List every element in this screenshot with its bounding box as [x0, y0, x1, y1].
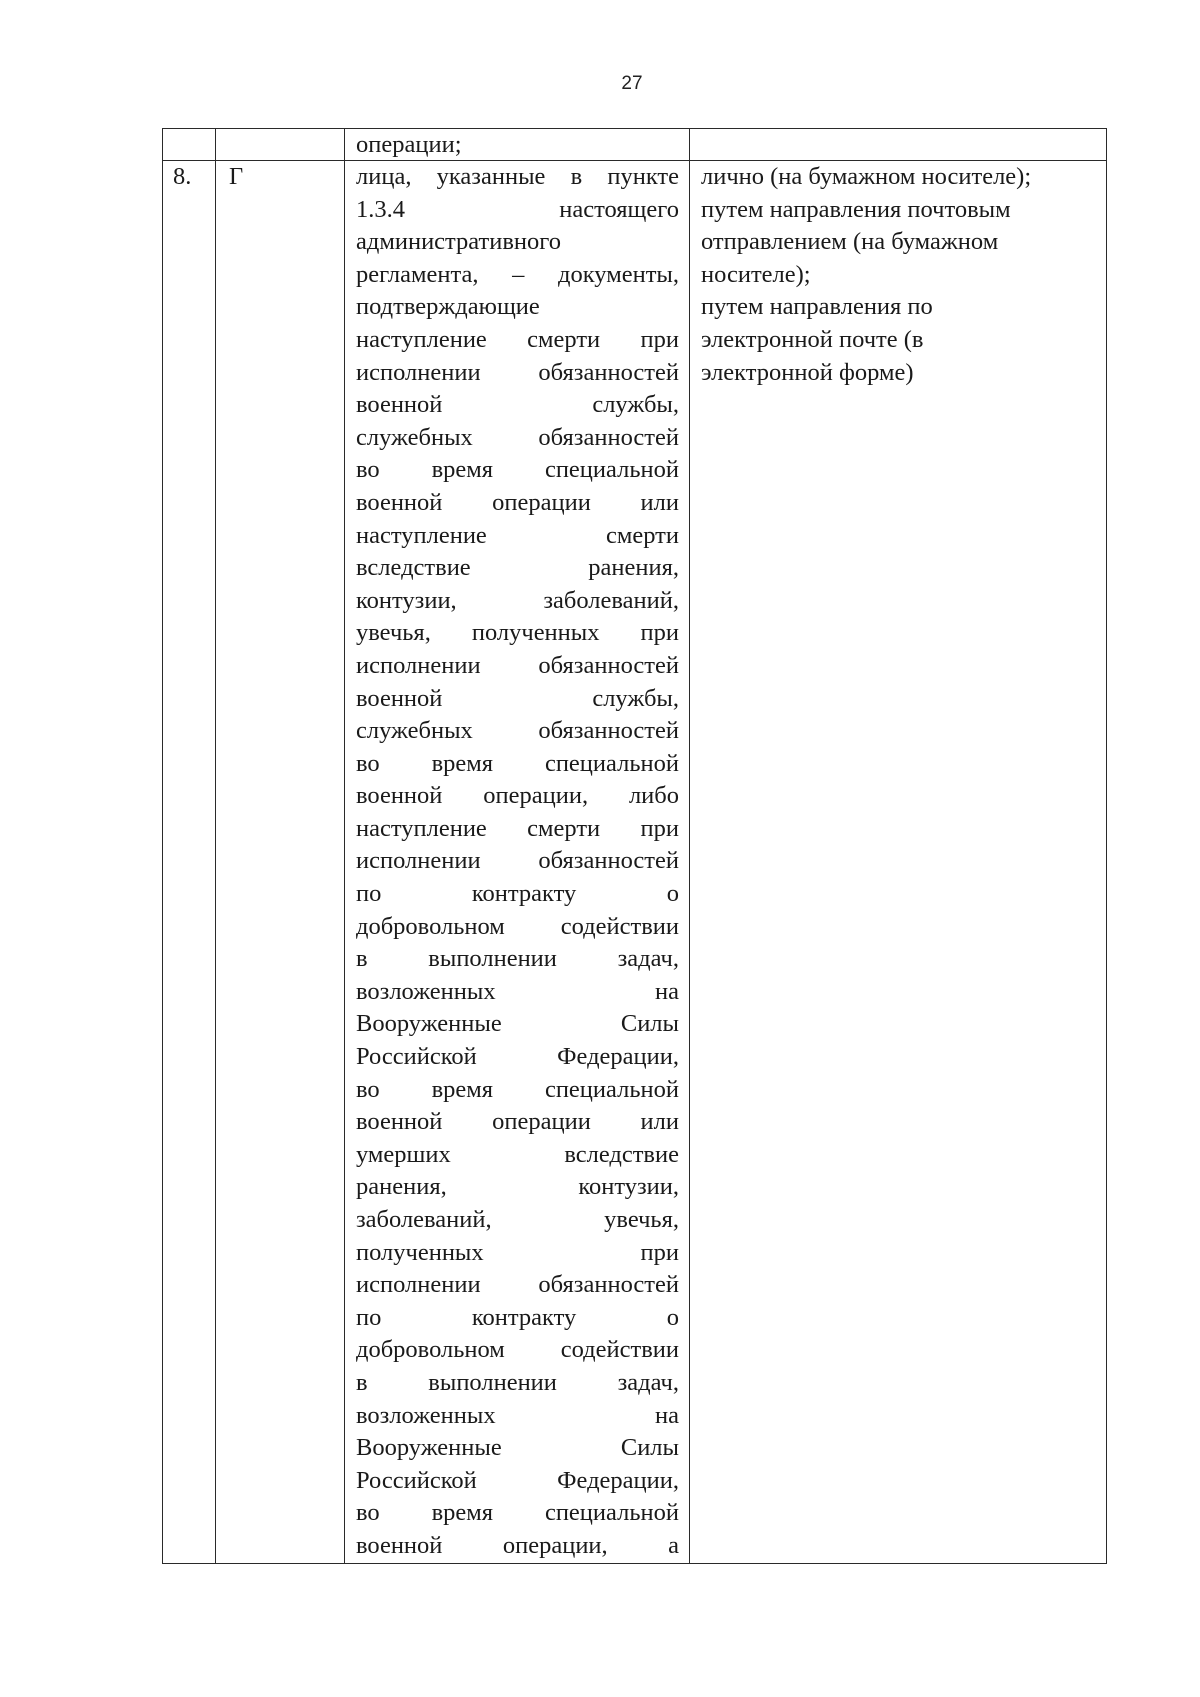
description-line: военной операции, а: [356, 1531, 679, 1559]
description-line: Вооруженные Силы: [356, 1434, 679, 1462]
description-line: полученных при: [356, 1238, 679, 1266]
description-line: исполнении обязанностей: [356, 1271, 679, 1299]
table-row: [163, 129, 1107, 161]
description-line: возложенных на: [356, 977, 679, 1005]
description-line: исполнении обязанностей: [356, 847, 679, 875]
description-line: по контракту о: [356, 1303, 679, 1331]
description-cell: [345, 161, 690, 1564]
method-line: путем направления почтовым: [701, 195, 1011, 223]
description-line: во время специальной: [356, 456, 679, 484]
description-line: во время специальной: [356, 1075, 679, 1103]
description-line: операции;: [356, 131, 462, 158]
description-line: Вооруженные Силы: [356, 1010, 679, 1038]
description-line: заболеваний, увечья,: [356, 1206, 679, 1233]
description-line: добровольном содействии: [356, 912, 679, 940]
method-line: отправлением (на бумажном: [701, 228, 999, 256]
description-line: ранения, контузии,: [356, 1173, 679, 1201]
description-line: военной операции или: [356, 488, 679, 516]
description-line: во время специальной: [356, 1499, 679, 1527]
submission-method-cell: [690, 161, 1107, 1564]
description-line: добровольном содействии: [356, 1336, 679, 1364]
description-line: вследствие ранения,: [356, 554, 679, 582]
description-line: военной операции или: [356, 1108, 679, 1136]
method-line: путем направления по: [701, 293, 933, 321]
description-line: наступление смерти при: [356, 325, 679, 353]
description-line: в выполнении задач,: [356, 1368, 679, 1396]
document-table: [162, 128, 1107, 1564]
description-line: по контракту о: [356, 880, 679, 908]
description-line: Российской Федерации,: [356, 1043, 679, 1071]
description-line: 1.3.4 настоящего: [356, 195, 679, 223]
description-line: военной службы,: [356, 684, 679, 712]
table-row: [163, 161, 1107, 1564]
description-line: в выполнении задач,: [356, 945, 679, 973]
page-number: 27: [621, 73, 643, 94]
category-cell: Г: [216, 161, 345, 1564]
method-line: носителе);: [701, 260, 811, 288]
method-line: лично (на бумажном носителе);: [701, 163, 1032, 190]
description-cell: [345, 129, 690, 161]
description-line: регламента, – документы,: [356, 260, 679, 288]
row-number-cell: [163, 129, 216, 161]
category-cell: [216, 129, 345, 161]
description-line: военной операции, либо: [356, 782, 679, 810]
description-line: во время специальной: [356, 749, 679, 777]
description-line: военной службы,: [356, 391, 679, 419]
description-line: умерших вследствие: [356, 1140, 679, 1168]
description-line: наступление смерти при: [356, 814, 679, 842]
description-line: исполнении обязанностей: [356, 651, 679, 679]
description-line: Российской Федерации,: [356, 1466, 679, 1494]
submission-method-cell: [690, 129, 1107, 161]
description-line: административного: [356, 228, 561, 256]
description-line: служебных обязанностей: [356, 717, 679, 745]
description-line: возложенных на: [356, 1401, 679, 1429]
description-line: исполнении обязанностей: [356, 358, 679, 386]
row-number-cell: 8.: [163, 161, 216, 1564]
description-line: служебных обязанностей: [356, 423, 679, 451]
description-line: увечья, полученных при: [356, 619, 679, 647]
method-line: электронной форме): [701, 358, 914, 386]
description-line: наступление смерти: [356, 521, 679, 549]
description-line: контузии, заболеваний,: [356, 586, 679, 614]
description-line: подтверждающие: [356, 293, 540, 321]
description-line: лица, указанные в пункте: [356, 163, 679, 190]
method-line: электронной почте (в: [701, 325, 924, 353]
